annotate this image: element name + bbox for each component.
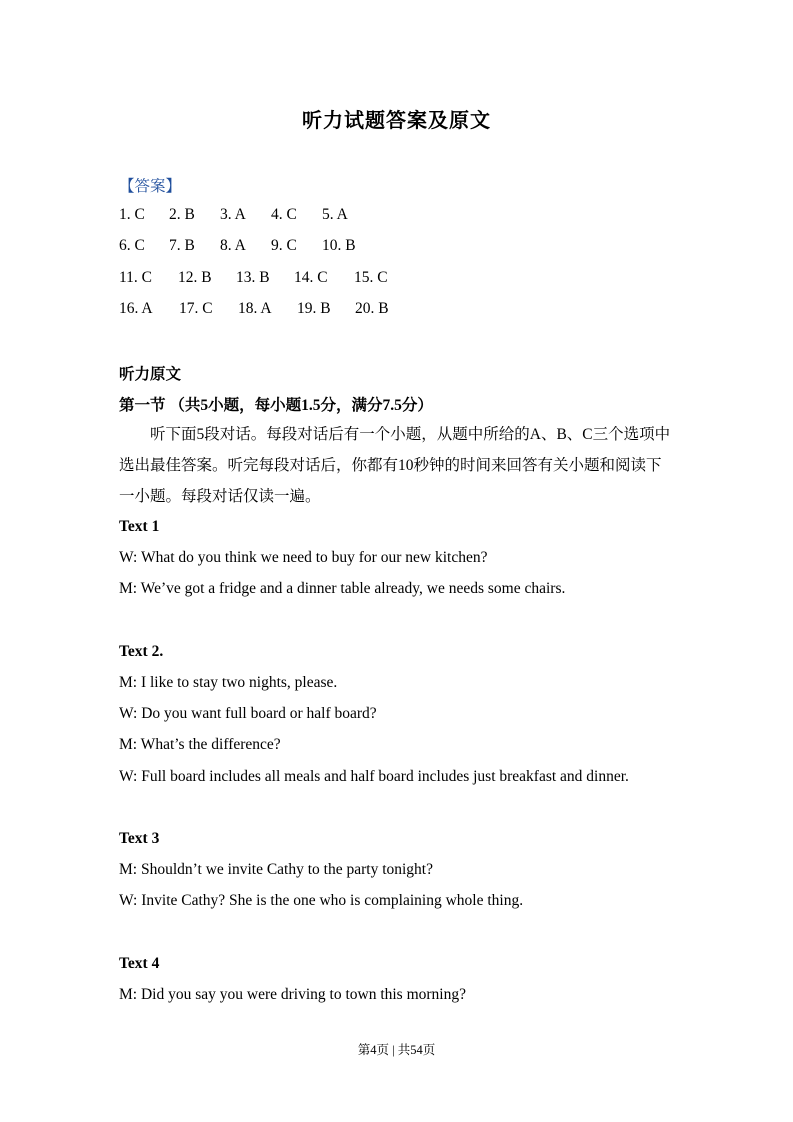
- answer-item: 14. C: [294, 269, 328, 286]
- answer-item: 12. B: [178, 269, 212, 286]
- answer-item: 13. B: [236, 269, 270, 286]
- answer-tag: 【答案】: [119, 178, 182, 195]
- transcript-heading: 听力原文: [119, 366, 182, 383]
- dialog-line: W: Full board includes all meals and half board includes just breakfast and dinner.: [119, 768, 629, 785]
- dialog-label: Text 2.: [119, 643, 164, 660]
- dialog-line: M: Did you say you were driving to town this morning?: [119, 986, 466, 1003]
- dialog-line: W: What do you think we need to buy for our new kitchen?: [119, 549, 488, 566]
- answer-row: [119, 269, 388, 287]
- answer-item: 4. C: [271, 206, 297, 223]
- answer-row: [119, 300, 389, 318]
- answer-item: 10. B: [322, 237, 356, 254]
- answer-item: 2. B: [169, 206, 195, 223]
- dialog-line: M: Shouldn’t we invite Cathy to the party tonight?: [119, 861, 433, 878]
- dialog-label: Text 3: [119, 830, 160, 847]
- answer-item: 19. B: [297, 300, 331, 317]
- section1-heading: 第一节 （共5小题，每小题1.5分，满分7.5分）: [119, 397, 433, 414]
- dialog-line: W: Invite Cathy? She is the one who is complaining whole thing.: [119, 892, 524, 909]
- dialog-line: M: I like to stay two nights, please.: [119, 674, 338, 691]
- answer-row: [119, 237, 356, 255]
- dialog-line: W: Do you want full board or half board?: [119, 705, 377, 722]
- answer-item: 18. A: [238, 300, 272, 317]
- answer-item: 1. C: [119, 206, 145, 223]
- answer-item: 15. C: [354, 269, 388, 286]
- answer-item: 9. C: [271, 237, 297, 254]
- dialog-line: M: We’ve got a fridge and a dinner table already, we needs some chairs.: [119, 580, 566, 597]
- dialog-line: M: What’s the difference?: [119, 736, 281, 753]
- instructions-paragraph: [119, 419, 674, 512]
- answer-item: 16. A: [119, 300, 153, 317]
- answer-item: 7. B: [169, 237, 195, 254]
- answer-item: 5. A: [322, 206, 348, 223]
- page-footer: 第4页 | 共54页: [357, 1043, 436, 1057]
- answer-item: 11. C: [119, 269, 153, 286]
- page-title: 听力试题答案及原文: [302, 110, 491, 132]
- answer-item: 17. C: [179, 300, 213, 317]
- dialog-label: Text 1: [119, 518, 160, 535]
- answer-item: 6. C: [119, 237, 145, 254]
- instructions-text: 听下面5段对话。每段对话后有一个小题，从题中所给的A、B、C三个选项中选出最佳答案。听完每段对话后，你都有10秒钟的时间来回答有关小题和阅读下一小题。每段对话仅读一遍。: [119, 426, 671, 505]
- answer-item: 20. B: [355, 300, 389, 317]
- answer-row: [119, 206, 348, 224]
- dialog-label: Text 4: [119, 955, 160, 972]
- answer-item: 3. A: [220, 206, 246, 223]
- answer-item: 8. A: [220, 237, 246, 254]
